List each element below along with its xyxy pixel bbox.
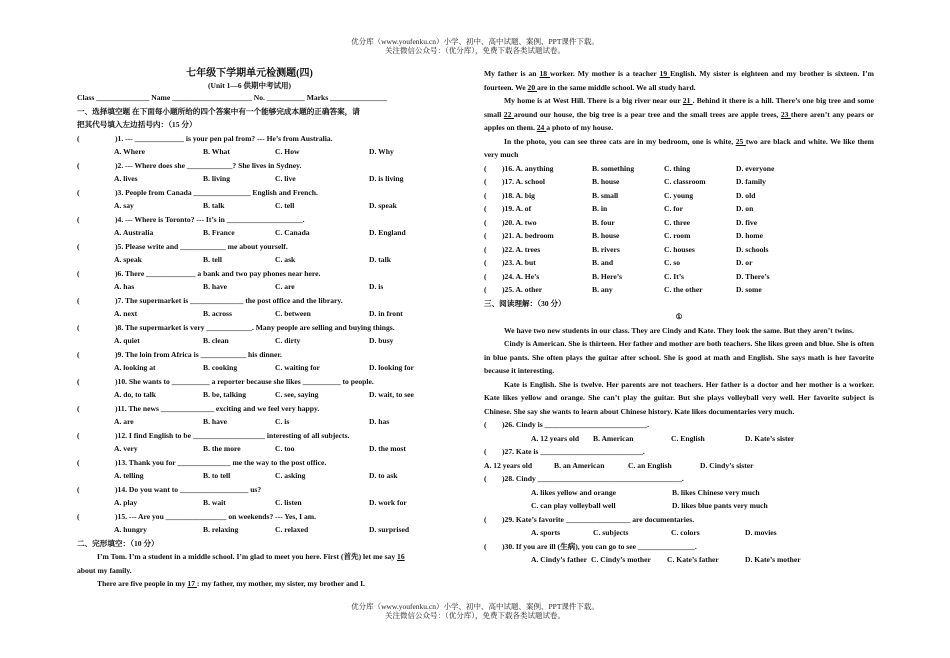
question-row: ( )7. The supermarket is ______________ the post office and the library. (77, 294, 422, 308)
question-row: ( )27. Kate is ___________________________. (484, 445, 874, 459)
option: C. houses (664, 244, 695, 254)
right-column (484, 67, 874, 567)
option: B. small (592, 190, 619, 200)
option: A. telling (114, 471, 144, 480)
watermark-line: 优分库（www.youfenku.cn）小学、初中、高中试题、案例、PPT课件下载。 (351, 602, 599, 611)
question-row: ( )23. A. but B. and C. so D. or (484, 256, 874, 270)
option: C. Kate’s father (667, 555, 719, 564)
question-row: ( )11. The news ______________ exciting and we feel very happy. (77, 402, 422, 416)
question-row: ( )8. The supermarket is very ____________. Many people are selling and buying things. (77, 321, 422, 335)
cloze-text: worker. My mother is a teacher (549, 69, 660, 78)
option: A. do, to talk (114, 390, 156, 399)
options-row (77, 496, 422, 510)
option: D. family (736, 177, 766, 186)
option: C. waiting for (275, 363, 320, 372)
option: D. Kate’s mother (745, 555, 801, 564)
options-row (77, 469, 422, 483)
option: D. movies (745, 528, 777, 537)
question-text: )18. A. big (502, 190, 535, 200)
part2-heading: 二、完形填空：（10 分） (77, 538, 159, 548)
question-row: ( )21. A. bedroom B. house C. room D. home (484, 229, 874, 243)
options-row (77, 307, 422, 321)
cloze-blank-25: 25 (735, 136, 746, 146)
option: B. have (203, 282, 228, 291)
option: C. live (275, 174, 296, 183)
reading-paragraph: Kate is English. She is twelve. Her parents are not teachers. Her father is a doctor and her mother is a worker. Kate likes yellow and orange. She can’t play the guitar. But she plays volleyball very well. Her favorite subject is Chinese. She say she wants to learn about Chinese history. Kate likes documentaries very much. (484, 379, 874, 416)
option: B. cooking (203, 363, 238, 372)
option: D. looking for (369, 363, 414, 372)
option: C. is (275, 417, 290, 426)
question-row: ( )18. A. big B. small C. young D. old (484, 189, 874, 203)
options-row (484, 553, 874, 567)
cloze-blank-20: 20 (527, 82, 538, 92)
option: B. across (203, 309, 232, 318)
question-text: )11. The news ______________ exciting and we feel very happy. (115, 403, 320, 413)
footer-watermark (0, 602, 950, 620)
option: B. living (203, 174, 231, 183)
option: B. be, talking (203, 390, 247, 399)
option: A. next (114, 309, 138, 318)
watermark-line: 优分库（www.youfenku.cn）小学、初中、高中试题、案例、PPT课件下载。 (351, 37, 599, 46)
option: A. Cindy’s father (531, 555, 588, 564)
reading-paragraph: We have two new students in our class. They are Cindy and Kate. They look the same. But they aren’t twins. (504, 325, 854, 335)
options-row (484, 459, 874, 473)
question-text: )22. A. trees (502, 244, 541, 254)
cloze-text: about my family. (77, 565, 132, 575)
cloze-text: I’m Tom. I’m a student in a middle school. I’m glad to meet you here. First (首先) let me (97, 552, 383, 561)
cloze-text: In the photo, you can see three cats are in my bedroom, one is white, (504, 136, 736, 146)
option: C. ask (275, 255, 296, 264)
option: C. How (275, 147, 300, 156)
option: D. in front (369, 309, 403, 318)
option: C. three (664, 217, 691, 227)
question-row: ( )29. Kate’s favorite _________________ are documentaries. (484, 513, 874, 527)
question-text: )10. She wants to __________ a reporter because she likes __________ to people. (115, 376, 374, 386)
option: B. American (593, 433, 634, 443)
student-info-line: Class ______________ Name _____________________ No. __________ Marks _______________ (77, 93, 388, 102)
question-row: ( )19. A. of B. in C. for D. on (484, 202, 874, 216)
question-text: )1. --- _____________ is your pen pal from? --- He’s from Australia. (115, 133, 333, 143)
option: B. something (592, 163, 635, 173)
option: C. Cindy’s mother (591, 555, 651, 564)
question-row: ( )28. Cindy ______________________________________. (484, 472, 874, 486)
option: D. England (369, 228, 406, 237)
option: D. to ask (369, 471, 398, 480)
question-text: )2. --- Where does she ____________? She lives in Sydney. (115, 160, 302, 170)
question-text: )4. --- Where is Toronto? --- It’s in ____________________. (115, 214, 305, 224)
cloze-blank-22: 22 (503, 109, 514, 119)
option: D. work for (369, 498, 407, 507)
question-row: ( )25. A. other B. any C. the other D. some (484, 283, 874, 297)
question-text: )21. A. bedroom (502, 231, 554, 240)
cloze-text: : my father, my mother, my sister, my brother and I. (196, 579, 365, 588)
question-text: )24. A. He’s (502, 271, 540, 281)
question-row: ( )9. The loin from Africa is ____________ his dinner. (77, 348, 422, 362)
question-row: ( )22. A. trees B. rivers C. houses D. schools (484, 243, 874, 257)
option: C. so (664, 258, 681, 267)
option: C. It’s (664, 271, 684, 281)
cloze-text: a photo of my house. (546, 123, 614, 132)
exam-title: 七年级下学期单元检测题(四) (186, 68, 313, 79)
option: C. asking (275, 471, 306, 480)
cloze-paragraph (484, 135, 874, 162)
option: D. has (369, 417, 390, 426)
cloze-text: There are five people in my (97, 579, 188, 588)
option: B. Here’s (592, 271, 622, 281)
option: A. looking at (114, 363, 156, 372)
cloze-paragraph (484, 94, 874, 135)
question-text: )15. --- Are you ________________ on weekends? --- Yes, I am. (115, 511, 317, 521)
option: C. room (664, 231, 691, 240)
option: D. Kate’s sister (745, 433, 795, 443)
option: D. the most (369, 444, 406, 453)
option: D. wait, to see (369, 390, 414, 399)
option: D. Cindy’s sister (700, 460, 754, 470)
option: B. have (203, 417, 228, 426)
cloze-blank-19: 19 (659, 69, 671, 78)
option: D. some (736, 285, 762, 294)
option: A. sports (531, 528, 561, 537)
options-row (484, 499, 874, 513)
option: D. everyone (736, 163, 775, 173)
option: B. the more (203, 444, 241, 453)
option: B. talk (203, 201, 225, 210)
option: B. rivers (592, 244, 620, 254)
question-row: ( )2. --- Where does she ____________? She lives in Sydney. (77, 159, 422, 173)
question-text: )19. A. of (502, 204, 532, 213)
cloze-blank-23: 23 (780, 109, 791, 119)
option: C. subjects (593, 528, 629, 537)
option: B. tell (203, 255, 222, 264)
option: D. busy (369, 336, 394, 345)
question-text: )25. A. other (502, 285, 543, 294)
option: D. old (736, 190, 756, 200)
option: D. is living (369, 174, 404, 183)
option: B. What (203, 147, 230, 156)
question-text: )17. A. school (502, 177, 546, 186)
cloze-paragraph (77, 577, 422, 591)
cloze-blank-24: 24 (536, 123, 547, 132)
left-column (77, 67, 422, 591)
option: C. young (664, 190, 694, 200)
options-row (484, 526, 874, 540)
option: C. relaxed (275, 525, 309, 534)
option: A. likes yellow and orange (531, 487, 617, 497)
option: B. to tell (203, 471, 231, 480)
question-text: )13. Thank you for ______________ me the way to the post office. (115, 457, 327, 467)
options-row (77, 280, 422, 294)
question-text: )12. I find English to be ___________________ interesting of all subjects. (115, 430, 350, 440)
option: A. lives (114, 174, 138, 183)
option: C. too (275, 444, 295, 453)
question-row: ( )16. A. anything B. something C. thing D. everyone (484, 162, 874, 176)
question-text: )6. There _____________ a bank and two pay phones near here. (115, 268, 321, 278)
option: C. the other (664, 285, 703, 294)
option: B. any (592, 285, 613, 294)
option: B. house (592, 231, 620, 240)
options-row (77, 415, 422, 429)
question-text: )29. Kate’s favorite _________________ are documentaries. (502, 514, 695, 524)
option: C. dirty (275, 336, 301, 345)
options-row (77, 361, 422, 375)
option: A. say (114, 201, 134, 210)
option: C. tell (275, 201, 295, 210)
cloze-text: say (384, 552, 398, 561)
question-text: )28. Cindy ______________________________________. (502, 474, 684, 483)
cloze-text: . Behind it there is a hill. There’s one big tree and some small (484, 96, 874, 119)
option: D. on (736, 204, 754, 213)
option: D. five (736, 217, 758, 227)
option: A. very (114, 444, 138, 453)
cloze-paragraph (77, 550, 422, 577)
option: D. likes blue pants very much (672, 501, 768, 510)
option: D. or (736, 258, 753, 267)
question-row: ( )24. A. He’s B. Here’s C. It’s D. There’s (484, 270, 874, 284)
question-text: )5. Please write and ____________ me about yourself. (115, 241, 288, 251)
option: D. speak (369, 201, 397, 210)
options-row (77, 145, 422, 159)
option: C. see, saying (275, 390, 319, 399)
exam-subtitle: (Unit 1—6 供期中考试用) (208, 81, 291, 90)
question-text: )3. People from Canada _______________ English and French. (115, 187, 318, 197)
option: D. There’s (736, 271, 770, 281)
option: D. Why (369, 147, 394, 156)
watermark-line: 关注微信公众号：（优分库），免费下载各类试题试卷。 (385, 611, 565, 620)
question-text: )16. A. anything (502, 163, 554, 173)
question-text: )30. If you are ill (生病), you can go to see _______________. (502, 541, 697, 551)
options-row (77, 199, 422, 213)
question-row: ( )20. A. two B. four C. three D. five (484, 216, 874, 230)
options-row (77, 442, 422, 456)
cloze-text: My father is an (484, 69, 540, 78)
option: C. listen (275, 498, 302, 507)
options-row (484, 486, 874, 500)
cloze-text: around our house, the big tree is a pear tree and the small trees are apple trees, (513, 109, 781, 119)
option: D. surprised (369, 525, 410, 534)
question-text: )14. Do you want to __________________ us? (115, 484, 262, 494)
option: B. relaxing (203, 525, 239, 534)
option: A. are (114, 417, 134, 426)
question-text: )23. A. but (502, 258, 536, 267)
question-text: )27. Kate is ___________________________. (502, 447, 645, 456)
question-row: ( )5. Please write and ____________ me about yourself. (77, 240, 422, 254)
cloze-blank-18: 18 (539, 69, 550, 78)
option: A. hungry (114, 525, 147, 534)
options-row (77, 388, 422, 402)
passage-number: ① (675, 312, 683, 321)
question-text: )7. The supermarket is ______________ the post office and the library. (115, 295, 343, 305)
cloze-blank-21: 21 (682, 96, 693, 105)
option: D. is (369, 282, 384, 291)
cloze-text: are in the same middle school. We all study hard. (537, 82, 696, 92)
option: B. wait (203, 498, 226, 507)
cloze-text: English. My sister is eighteen and my brother is sixteen. I’m fourteen. We (484, 69, 874, 92)
option: C. can play volleyball well (531, 501, 616, 510)
option: A. Australia (114, 228, 154, 237)
cloze-blank-16: 16 (397, 552, 405, 561)
question-text: )26. Cindy is ___________________________. (502, 420, 650, 429)
reading-paragraph: Cindy is American. She is thirteen. Her father and mother are both teachers. She likes green and blue. She is often in blue pants. She often plays the guitar after school. She is good at math and English. She says math is her favorite because it interesting. (484, 339, 874, 375)
option: C. thing (664, 163, 691, 173)
question-row: ( )17. A. school B. house C. classroom D. family (484, 175, 874, 189)
option: C. classroom (664, 177, 706, 186)
option: C. for (664, 204, 683, 213)
question-text: )8. The supermarket is very ____________. Many people are selling and buying things. (115, 322, 395, 332)
option: D. talk (369, 255, 391, 264)
option: A. play (114, 498, 138, 507)
option: A. 12 years old (531, 433, 580, 443)
option: C. between (275, 309, 311, 318)
cloze-text: My home is at West Hill. There is a big river near our (504, 96, 683, 105)
option: C. English (671, 433, 705, 443)
option: B. four (592, 217, 615, 227)
question-row: ( )6. There _____________ a bank and two pay phones near here. (77, 267, 422, 281)
question-row: ( )30. If you are ill (生病), you can go to see _______________. (484, 540, 874, 554)
options-row (484, 432, 874, 446)
option: B. in (592, 204, 608, 213)
question-row: ( )13. Thank you for ______________ me the way to the post office. (77, 456, 422, 470)
option: C. an English (628, 460, 672, 470)
question-row: ( )1. --- _____________ is your pen pal from? --- He’s from Australia. (77, 132, 422, 146)
question-row: ( )12. I find English to be ___________________ interesting of all subjects. (77, 429, 422, 443)
option: A. has (114, 282, 135, 291)
question-row: ( )3. People from Canada _______________ English and French. (77, 186, 422, 200)
option: A. quiet (114, 336, 140, 345)
option: A. speak (114, 255, 142, 264)
option: D. home (736, 231, 763, 240)
cloze-text: two are black and white. We like them very much (484, 136, 874, 159)
options-row (77, 523, 422, 537)
options-row (77, 334, 422, 348)
option: C. colors (671, 528, 700, 537)
question-row: ( )10. She wants to __________ a reporter because she likes __________ to people. (77, 375, 422, 389)
question-row: ( )4. --- Where is Toronto? --- It’s in ____________________. (77, 213, 422, 227)
option: C. are (275, 282, 295, 291)
option: D. schools (736, 244, 769, 254)
question-row: ( )14. Do you want to __________________ us? (77, 483, 422, 497)
option: B. an American (554, 460, 605, 470)
options-row (77, 253, 422, 267)
question-row: ( )26. Cindy is ___________________________. (484, 418, 874, 432)
part1-heading: 一、选择填空题 在下面每小题所给的四个答案中有一个能够完成本题的正确答案，请 (77, 106, 360, 116)
options-row (77, 226, 422, 240)
question-text: )9. The loin from Africa is ____________ his dinner. (115, 349, 282, 359)
option: B. clean (203, 336, 229, 345)
option: B. likes Chinese very much (672, 487, 760, 497)
options-row (77, 172, 422, 186)
option: A. Where (114, 147, 145, 156)
question-row: ( )15. --- Are you ________________ on weekends? --- Yes, I am. (77, 510, 422, 524)
part3-heading: 三、阅读理解：（30 分） (484, 298, 566, 308)
cloze-paragraph (484, 67, 874, 94)
part1-questions (77, 132, 422, 537)
option: A. 12 years old (484, 460, 533, 470)
header-watermark (0, 37, 950, 55)
cloze-questions (484, 162, 874, 297)
part1-heading: 把其代号填入左边括号内：（15 分） (77, 120, 197, 129)
option: B. France (203, 228, 235, 237)
cloze-text: there aren’t any pears or apples on them. (484, 109, 874, 132)
option: B. house (592, 177, 620, 186)
cloze-blank-17: 17 (187, 579, 197, 588)
watermark-line: 关注微信公众号：（优分库），免费下载各类试题试卷。 (385, 46, 565, 55)
option: C. Canada (275, 228, 310, 237)
option: B. and (592, 258, 614, 267)
question-text: )20. A. two (502, 217, 537, 227)
